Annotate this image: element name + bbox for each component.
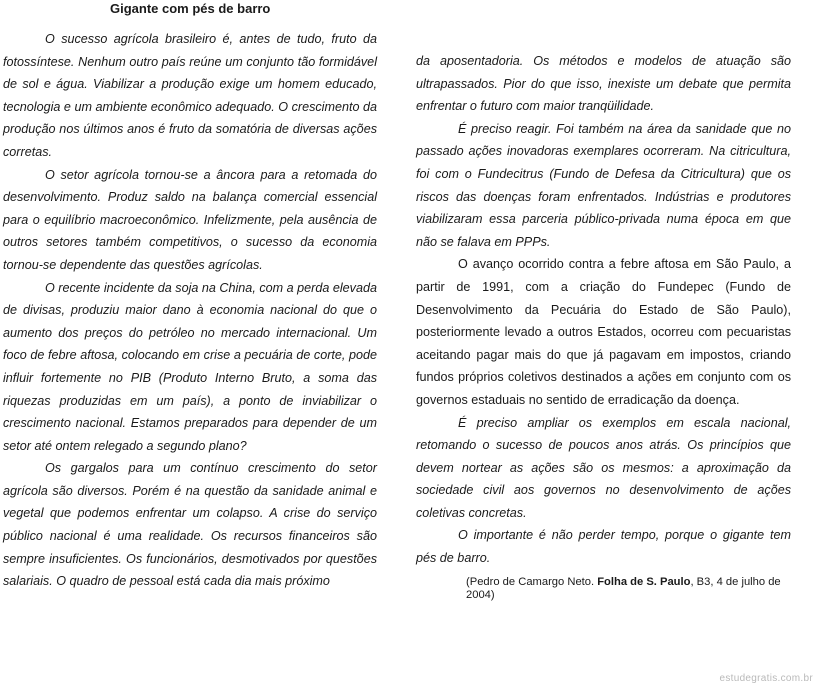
paragraph: É preciso ampliar os exemplos em escala nacional, retomando o sucesso de poucos anos atrás. Os princípios que devem nortear as ações são os mesmos: a aproximação da sociedade civil aos governos no desenvolvimento de ações coletivas concretas. bbox=[416, 415, 791, 520]
paragraph: O setor agrícola tornou-se a âncora para a retomada do desenvolvimento. Produz saldo na balança comercial essencial para o equilíbrio macroeconômico. Infelizmente, pela ausência de outros setores também competitivos, o sucesso da economia tornou-se dependente das questões agrícolas. bbox=[3, 167, 377, 272]
paragraph: Os gargalos para um contínuo crescimento do setor agrícola são diversos. Porém é na questão da sanidade animal e vegetal que podemos enfrentar um colapso. A crise do serviço público nacional é uma realidade. Os recursos financeiros são sempre insuficientes. Os funcionários, desmotivados por questões salariais. O quadro de pessoal está cada dia mais próximo bbox=[3, 461, 377, 589]
paragraph: O avanço ocorrido contra a febre aftosa em São Paulo, a partir de 1991, com a criação do Fundepec (Fundo de Desenvolvimento da Pecuária do Estado de São Paulo), posteriormente levado a outros Estados, ocorreu com pecuaristas aceitando pagar mais do que já pagavam em impostos, criando fundos próprios coletivos destinados a ações em conjunto com os governos estaduais no sentido de erradicação da doença. bbox=[416, 257, 791, 407]
paragraph: O importante é não perder tempo, porque o gigante tem pés de barro. bbox=[416, 528, 791, 566]
paragraph: É preciso reagir. Foi também na área da sanidade que no passado ações inovadoras exemplares ocorreram. Na citricultura, foi com o Fundecitrus (Fundo de Defesa da Citricultura) que os riscos das doenças foram enfrentados. Indústrias e produtores viabilizaram essa parceria público-privada numa época em que não se falava em PPPs. bbox=[416, 121, 791, 249]
left-column bbox=[3, 28, 377, 593]
right-column bbox=[416, 50, 791, 570]
watermark: estudegratis.com.br bbox=[719, 673, 813, 684]
paragraph: O recente incidente da soja na China, com a perda elevada de divisas, produziu maior dano à economia nacional do que o aumento dos preços do petróleo no mercado internacional. Um foco de febre aftosa, colocando em crise a pecuária de corte, pode influir fortemente no PIB (Produto Interno Bruto, a soma das riquezas produzidas em um país), a ponto de inviabilizar o crescimento nacional. Estamos preparados para depender de um setor até ontem relegado a segundo plano? bbox=[3, 280, 377, 453]
citation bbox=[466, 576, 792, 602]
citation-prefix: (Pedro de Camargo Neto. bbox=[466, 576, 598, 588]
article-title: Gigante com pés de barro bbox=[110, 1, 271, 16]
citation-source: Folha de S. Paulo bbox=[597, 576, 691, 588]
citation-suffix: , B3, 4 de julho de 2004) bbox=[466, 576, 781, 601]
paragraph: O sucesso agrícola brasileiro é, antes de tudo, fruto da fotossíntese. Nenhum outro país reúne um conjunto tão formidável de sol e água. Viabilizar a produção exige um homem educado, tecnologia e um ambiente econômico adequado. O crescimento da produção nos últimos anos é fruto da somatória de diversas ações corretas. bbox=[3, 32, 377, 159]
paragraph-continued: da aposentadoria. Os métodos e modelos de atuação são ultrapassados. Pior do que isso, inexiste um debate que permita enfrentar o futuro com maior tranqüilidade. bbox=[416, 54, 791, 114]
